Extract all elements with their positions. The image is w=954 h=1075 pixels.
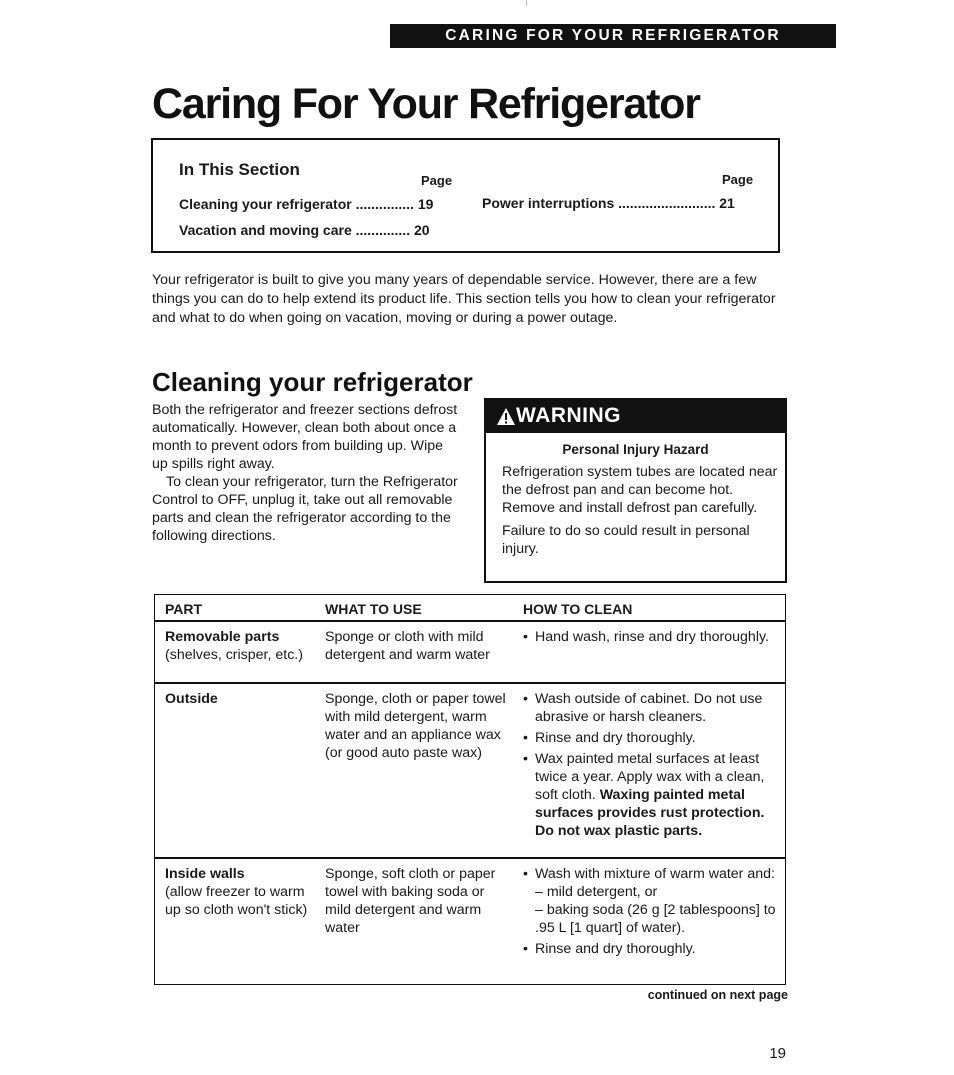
warning-band — [486, 400, 785, 433]
table-row-part — [165, 628, 315, 664]
warning-text — [502, 463, 778, 563]
table-header-rule — [155, 620, 785, 622]
warning-box — [484, 398, 787, 583]
how-bullet-text: Wash with mixture of warm water and: — [535, 866, 775, 882]
toc-item-label: Power interruptions — [482, 195, 615, 211]
table-row-rule — [155, 682, 785, 684]
how-bullet-text: Wax painted metal surfaces at least twice a year. Apply wax with a clean, soft cloth. — [535, 751, 765, 803]
toc-item-vacation[interactable] — [179, 222, 430, 238]
toc-item-page: 20 — [413, 222, 430, 238]
toc-heading: In This Section — [179, 160, 300, 179]
scan-mark — [526, 0, 527, 6]
table-row-what: Sponge, soft cloth or paper towel with baking soda or mild detergent and warm water — [325, 866, 496, 936]
how-bullet: • Rinse and dry thoroughly. — [523, 940, 779, 958]
how-bullet: • Rinse and dry thoroughly. — [523, 729, 779, 747]
how-bullet: • Wash outside of cabinet. Do not use abrasive or harsh cleaners. — [523, 690, 779, 726]
how-bullet: • Hand wash, rinse and dry thoroughly. — [523, 628, 773, 646]
cleaning-paragraph-1: Both the refrigerator and freezer sections defrost automatically. However, clean both about once a month to prevent odors from building up. Wipe up spills right away. — [152, 402, 458, 472]
header-band: CARING FOR YOUR REFRIGERATOR — [390, 24, 836, 48]
toc-box — [151, 138, 780, 253]
page-title: Caring For Your Refrigerator — [152, 80, 700, 128]
table-row-how — [523, 628, 773, 649]
cleaning-intro — [152, 401, 462, 545]
warning-triangle-icon — [496, 407, 516, 426]
part-name: Removable parts — [165, 629, 280, 645]
toc-item-power[interactable] — [482, 195, 735, 211]
warning-label: WARNING — [516, 404, 621, 427]
table-row-what: Sponge or cloth with mild detergent and warm water — [325, 629, 490, 663]
toc-item-page: 19 — [417, 196, 434, 212]
toc-item-leader: ......................... — [618, 195, 716, 211]
continued-note: continued on next page — [647, 988, 788, 1002]
header-part: PART — [165, 601, 203, 617]
toc-page-label-left: Page — [421, 173, 453, 188]
cleaning-paragraph-2: To clean your refrigerator, turn the Refrigerator Control to OFF, unplug it, take out all removable parts and clean the refrigerator according to the following directions. — [152, 474, 458, 544]
warning-paragraph-1: Refrigeration system tubes are located near the defrost pan and can become hot. Remove and install defrost pan carefully. — [502, 464, 778, 516]
cleaning-table — [154, 594, 786, 985]
how-dash-item: – mild detergent, or — [535, 884, 658, 900]
toc-page-label-right: Page — [722, 172, 754, 187]
how-bullet — [523, 750, 779, 840]
table-row-how — [523, 690, 779, 843]
toc-item-label: Vacation and moving care — [179, 222, 352, 238]
part-name: Outside — [165, 691, 218, 707]
page-number: 19 — [769, 1045, 786, 1062]
toc-item-page: 21 — [719, 195, 735, 211]
table-row-rule — [155, 857, 785, 859]
toc-item-cleaning[interactable] — [179, 196, 433, 212]
warning-paragraph-2: Failure to do so could result in personal injury. — [502, 523, 750, 557]
header-how-to-clean: HOW TO CLEAN — [523, 601, 633, 617]
how-bullet — [523, 865, 779, 937]
header-what-to-use: WHAT TO USE — [325, 601, 422, 617]
toc-item-leader: ............... — [355, 196, 414, 212]
intro-paragraph: Your refrigerator is built to give you many years of dependable service. However, there are a few things you can do to help extend its product life. This section tells you how to clean your refrigerator and what to do when going on vacation, moving or during a power outage. — [152, 272, 776, 326]
how-dash-item: – baking soda (26 g [2 tablespoons] to .95 L [1 quart] of water). — [535, 902, 776, 936]
table-row-what: Sponge, cloth or paper towel with mild detergent, warm water and an appliance wax (or good auto paste wax) — [325, 691, 506, 761]
part-note: (shelves, crisper, etc.) — [165, 647, 303, 663]
how-bullet-emphasis: Waxing painted metal surfaces provides rust protection. Do not wax plastic parts. — [535, 787, 765, 839]
part-name: Inside walls — [165, 866, 245, 882]
table-row-part — [165, 865, 310, 919]
section-title: Cleaning your refrigerator — [152, 367, 473, 397]
part-note: (allow freezer to warm up so cloth won't stick) — [165, 884, 308, 918]
table-row-part — [165, 690, 315, 708]
table-row-how — [523, 865, 779, 961]
warning-subtitle: Personal Injury Hazard — [562, 442, 709, 457]
toc-item-leader: .............. — [355, 222, 411, 238]
toc-item-label: Cleaning your refrigerator — [179, 196, 352, 212]
